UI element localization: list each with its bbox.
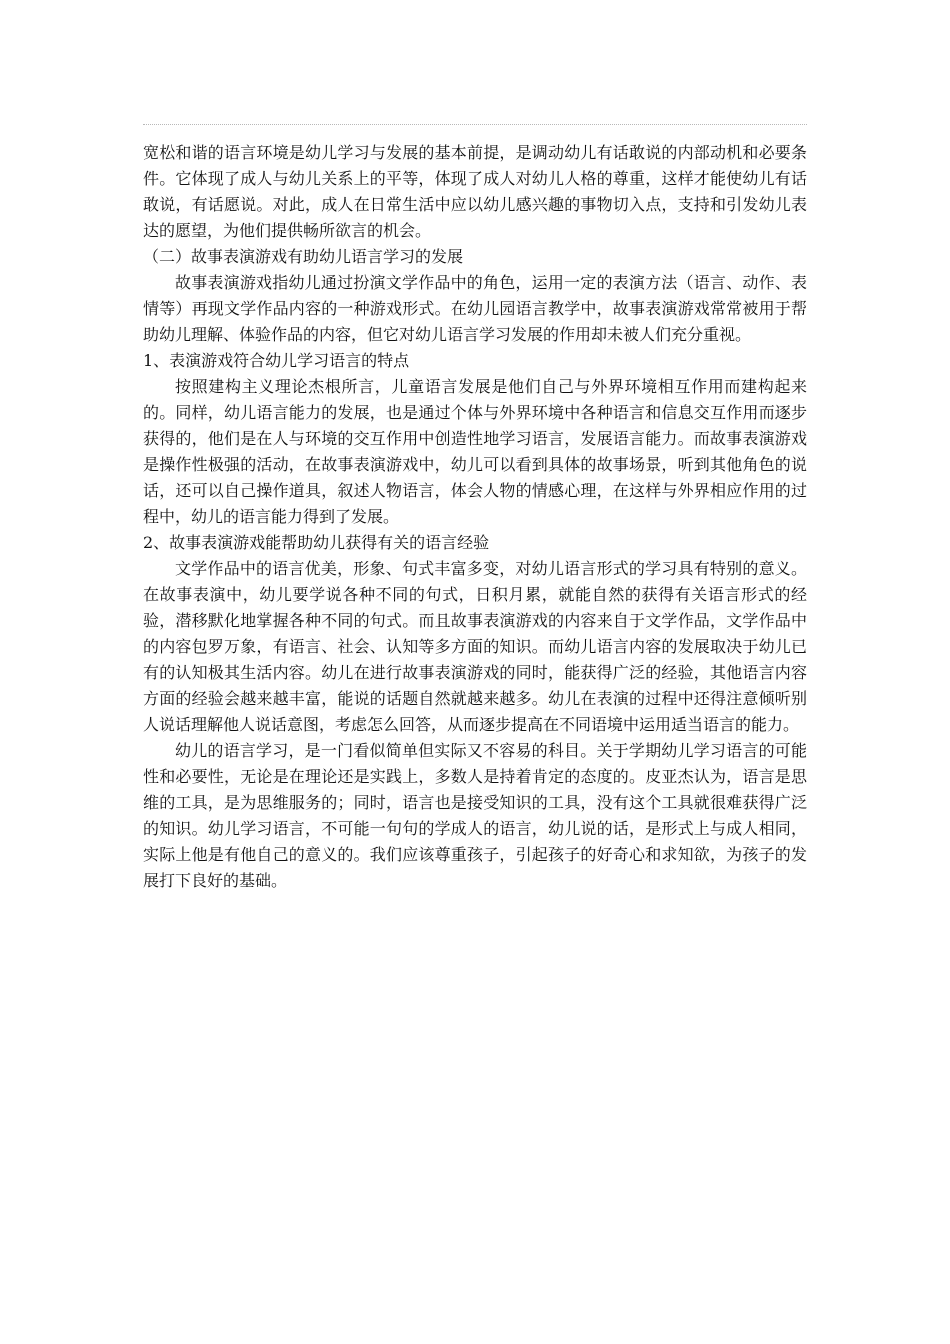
body-paragraph: 幼儿的语言学习，是一门看似简单但实际又不容易的科目。关于学期幼儿学习语言的可能性和必要性，无论是在理论还是实践上，多数人是持着肯定的态度的。皮亚杰认为，语言是思维的工具，是为思维服务的；同时，语言也是接受知识的工具，没有这个工具就很难获得广泛的知识。幼儿学习语言，不可能一句句的学成人的语言，幼儿说的话，是形式上与成人相同，实际上他是有他自己的意义的。我们应该尊重孩子，引起孩子的好奇心和求知欲，为孩子的发展打下良好的基础。 — [143, 741, 807, 890]
header-divider — [143, 124, 807, 125]
body-paragraph: 文学作品中的语言优美，形象、句式丰富多变，对幼儿语言形式的学习具有特别的意义。在故事表演中，幼儿要学说各种不同的句式，日积月累，就能自然的获得有关语言形式的经验，潜移默化地掌握各种不同的句式。而且故事表演游戏的内容来自于文学作品，文学作品中的内容包罗万象，有语言、社会、认知等多方面的知识。而幼儿语言内容的发展取决于幼儿已有的认知极其生活内容。幼儿在进行故事表演游戏的同时，能获得广泛的经验，其他语言内容方面的经验会越来越丰富，能说的话题自然就越来越多。幼儿在表演的过程中还得注意倾听别人说话理解他人说话意图，考虑怎么回答，从而逐步提高在不同语境中运用适当语言的能力。 — [143, 559, 807, 734]
subsection-heading: 1、表演游戏符合幼儿学习语言的特点 — [143, 351, 410, 370]
subsection-heading: 2、故事表演游戏能帮助幼儿获得有关的语言经验 — [143, 533, 490, 552]
document-body — [143, 140, 807, 894]
body-paragraph: 按照建构主义理论杰根所言，儿童语言发展是他们自己与外界环境相互作用而建构起来的。同样，幼儿语言能力的发展，也是通过个体与外界环境中各种语言和信息交互作用而逐步获得的，他们是在人与环境的交互作用中创造性地学习语言，发展语言能力。而故事表演游戏是操作性极强的活动，在故事表演游戏中，幼儿可以看到具体的故事场景，听到其他角色的说话，还可以自己操作道具，叙述人物语言，体会人物的情感心理，在这样与外界相应作用的过程中，幼儿的语言能力得到了发展。 — [143, 377, 807, 526]
body-paragraph: 故事表演游戏指幼儿通过扮演文学作品中的角色，运用一定的表演方法（语言、动作、表情等）再现文学作品内容的一种游戏形式。在幼儿园语言教学中，故事表演游戏常常被用于帮助幼儿理解、体验作品的内容，但它对幼儿语言学习发展的作用却未被人们充分重视。 — [143, 273, 807, 344]
section-heading: （二）故事表演游戏有助幼儿语言学习的发展 — [143, 247, 464, 266]
body-paragraph: 宽松和谐的语言环境是幼儿学习与发展的基本前提，是调动幼儿有话敢说的内部动机和必要条件。它体现了成人与幼儿关系上的平等，体现了成人对幼儿人格的尊重，这样才能使幼儿有话敢说，有话愿说。对此，成人在日常生活中应以幼儿感兴趣的事物切入点，支持和引发幼儿表达的愿望，为他们提供畅所欲言的机会。 — [143, 143, 807, 240]
